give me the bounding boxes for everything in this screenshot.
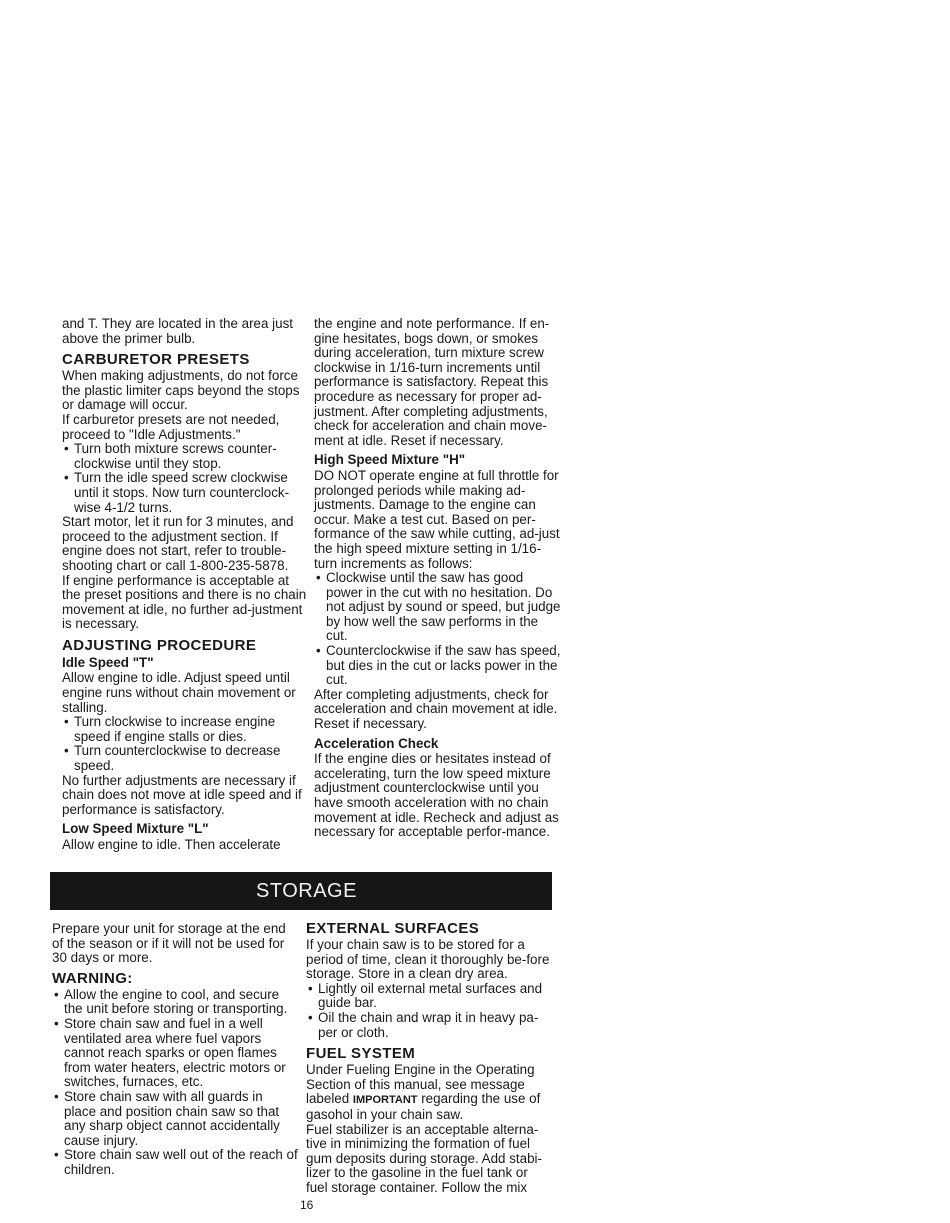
list-item: • Oil the chain and wrap it in heavy pa-per or cloth. [306, 1011, 552, 1040]
column-left-top [62, 317, 310, 853]
storage-column-left [52, 922, 298, 1178]
list-item: • Turn the idle speed screw clockwise until it stops. Now turn counterclock-wise 4-1/2 turns. [62, 471, 310, 515]
continued-paragraph: the engine and note performance. If en-gine hesitates, bogs down, or smokes during acceleration, turn mixture screw clockwise in 1/16-turn increments until performance is satisfactory. Repeat this procedure as necessary for proper ad-justment. After completing adjustments, check for acceleration and chain move-ment at idle. Reset if necessary. [314, 316, 550, 448]
warning-heading: WARNING: [52, 969, 133, 987]
low-speed-heading: Low Speed Mixture "L" [62, 821, 209, 837]
column-right-top [314, 317, 562, 840]
list-item: • Lightly oil external metal surfaces and guide bar. [306, 982, 552, 1011]
intro-text: and T. They are located in the area just above the primer bulb. [62, 316, 294, 346]
list-item: • Turn counterclockwise to decrease speed. [62, 744, 310, 773]
high-speed-paragraph: DO NOT operate engine at full throttle for prolonged periods while making ad-justments. Damage to the engine can occur. Make a test cut. Based on per-formance of the saw while cutting, ad-just the high speed mixture setting in 1/16-turn increments as follows: [314, 467, 560, 571]
presets-paragraph-1: When making adjustments, do not force the plastic limiter caps beyond the stops or damage will occur. [62, 368, 300, 413]
fuel-text-a: Under Fueling Engine in the Operating Section of this manual, see message labeled [306, 1062, 535, 1107]
list-item: • Store chain saw with all guards in place and position chain saw so that any sharp object cannot accidentally cause injury. [52, 1090, 298, 1148]
acceleration-paragraph: If the engine dies or hesitates instead of accelerating, turn the low speed mixture adjustment counterclockwise until you have smooth acceleration with no chain movement at idle. Recheck and adjust as necessary for acceptable perfor-mance. [314, 751, 559, 840]
storage-intro: Prepare your unit for storage at the end of the season or if it will not be used for 30 days or more. [52, 921, 286, 966]
idle-paragraph: Allow engine to idle. Adjust speed until engine runs without chain movement or stalling. [62, 670, 296, 715]
list-item: • Clockwise until the saw has good power in the cut with no hesitation. Do not adjust by sound or speed, but judge by how well the saw performs in the cut. [314, 571, 562, 644]
storage-title: STORAGE [256, 880, 357, 902]
idle-speed-heading: Idle Speed "T" [62, 654, 154, 670]
fuel-system-heading: FUEL SYSTEM [306, 1045, 416, 1063]
idle-bullets [62, 715, 310, 773]
list-item: • Counterclockwise if the saw has speed, but dies in the cut or lacks power in the cut. [314, 644, 562, 688]
external-paragraph: If your chain saw is to be stored for a period of time, clean it thoroughly be-fore storage. Store in a clean dry area. [306, 937, 550, 982]
acceleration-check-heading: Acceleration Check [314, 735, 439, 751]
presets-paragraph-4: If engine performance is acceptable at the preset positions and there is no chain movement at idle, no further ad-justment is necessary. [62, 572, 307, 632]
external-surfaces-heading: EXTERNAL SURFACES [306, 920, 480, 937]
warning-bullets [52, 988, 298, 1178]
presets-paragraph-2: If carburetor presets are not needed, proceed to "Idle Adjustments." [62, 411, 280, 442]
list-item: • Allow the engine to cool, and secure the unit before storing or transporting. [52, 988, 298, 1017]
presets-bullets [62, 442, 310, 515]
high-speed-bullets [314, 571, 562, 688]
carburetor-presets-heading: CARBURETOR PRESETS [62, 351, 250, 369]
presets-paragraph-3: Start motor, let it run for 3 minutes, and proceed to the adjustment section. If engine does not start, refer to trouble-shooting chart or call 1-800-235-5878. [62, 514, 294, 573]
list-item: • Store chain saw well out of the reach of children. [52, 1148, 298, 1177]
list-item: • Turn clockwise to increase engine speed if engine stalls or dies. [62, 715, 310, 744]
page-number: 16 [300, 1198, 314, 1212]
list-item: • Store chain saw and fuel in a well ventilated area where fuel vapors cannot reach sparks or open flames from water heaters, electric motors or switches, furnaces, etc. [52, 1017, 298, 1090]
important-label: IMPORTANT [352, 1094, 418, 1107]
after-adjust-paragraph: After completing adjustments, check for acceleration and chain movement at idle. Reset if necessary. [314, 686, 558, 732]
idle-paragraph-2: No further adjustments are necessary if chain does not move at idle speed and if performance is satisfactory. [62, 772, 302, 817]
fuel-paragraph-1 [306, 1063, 552, 1122]
storage-column-right [306, 921, 552, 1196]
external-bullets [306, 982, 552, 1040]
list-item: • Turn both mixture screws counter-clockwise until they stop. [62, 442, 310, 471]
adjusting-procedure-heading: ADJUSTING PROCEDURE [62, 636, 257, 654]
fuel-paragraph-2: Fuel stabilizer is an acceptable alterna-tive in minimizing the formation of fuel gum deposits during storage. Add stabi-lizer to the gasoline in the fuel tank or fuel storage container. Follow the mix [306, 1121, 542, 1195]
high-speed-heading: High Speed Mixture "H" [314, 452, 466, 468]
low-speed-paragraph: Allow engine to idle. Then accelerate [62, 837, 281, 852]
fuel-text-b: regarding the use of gasohol in your chain saw. [306, 1091, 541, 1122]
